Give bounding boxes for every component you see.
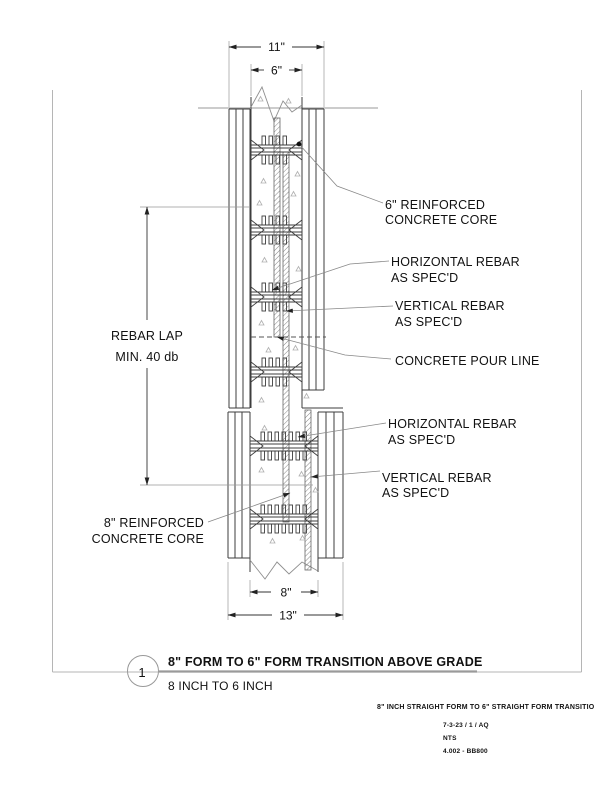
info-drawing-name: 8" INCH STRAIGHT FORM TO 6" STRAIGHT FORM TRANSITIO (377, 704, 595, 711)
label-vrebar2-line1: VERTICAL REBAR (382, 471, 492, 485)
label-rebar-lap-line2: MIN. 40 db (115, 350, 179, 364)
lower-right-form (318, 412, 343, 558)
drawing-subtitle: 8 INCH TO 6 INCH (168, 679, 273, 693)
label-vrebar2-line2: AS SPEC'D (382, 486, 450, 500)
label-pour-line: CONCRETE POUR LINE (395, 354, 540, 368)
dim-bottom-core: 8" (280, 585, 292, 600)
label-vrebar1-line2: AS SPEC'D (395, 315, 463, 329)
label-hrebar2-line2: AS SPEC'D (388, 433, 456, 447)
vertical-rebar-strips (274, 118, 311, 570)
sheet-border (53, 90, 582, 672)
info-scale: NTS (443, 735, 457, 742)
dim-top-overall: 11" (268, 40, 285, 54)
detail-number: 1 (138, 665, 146, 680)
vertical-rebar-lap-strip (305, 410, 311, 570)
horizontal-rebar-assembly (251, 358, 302, 386)
info-revision: 7-3-23 / 1 / AQ (443, 722, 489, 729)
leader-vrebar-2 (311, 471, 380, 477)
label-rebar-lap-line1: REBAR LAP (111, 329, 183, 343)
label-hrebar1-line1: HORIZONTAL REBAR (391, 255, 520, 269)
info-sheet-number: 4.002 - BB800 (443, 748, 488, 755)
label-core6-line1: 6" REINFORCED (385, 198, 486, 212)
label-hrebar2-line1: HORIZONTAL REBAR (388, 417, 517, 431)
label-core6-line2: CONCRETE CORE (385, 213, 498, 227)
concrete-core-edges (250, 97, 343, 572)
top-break-line (251, 87, 302, 121)
label-vrebar1-line1: VERTICAL REBAR (395, 299, 505, 313)
label-core8-line1: 8" REINFORCED (103, 516, 204, 530)
label-core8-line2: CONCRETE CORE (91, 532, 204, 546)
leader-core8 (208, 493, 290, 522)
upper-left-form (229, 109, 250, 408)
label-hrebar1-line2: AS SPEC'D (391, 271, 459, 285)
leader-hrebar-1 (272, 261, 389, 290)
leader-core6 (299, 144, 383, 203)
title-block (128, 655, 483, 693)
info-block (377, 704, 595, 755)
drawing-title: 8" FORM TO 6" FORM TRANSITION ABOVE GRADE (168, 655, 483, 669)
dim-top-core: 6" (271, 63, 282, 78)
dim-bottom-overall: 13" (279, 608, 297, 623)
